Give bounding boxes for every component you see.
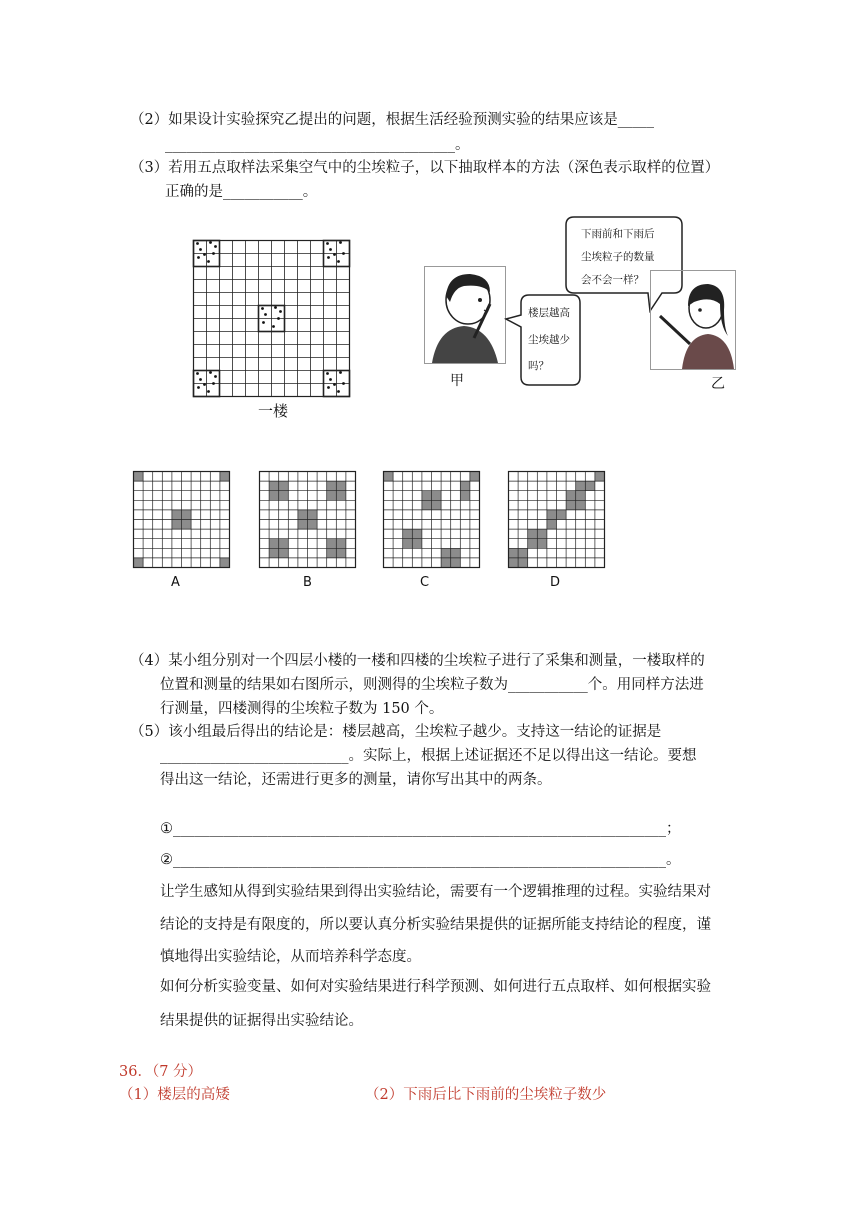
- dust-dot: [212, 252, 215, 255]
- first-floor-sample-grid: [193, 240, 355, 398]
- dust-dot: [207, 260, 210, 263]
- dust-dot: [209, 371, 212, 374]
- shaded-cell: [336, 491, 346, 501]
- shaded-cell: [308, 520, 318, 530]
- q3-line1: （3）若用五点取样法采集空气中的尘埃粒子，以下抽取样本的方法（深色表示取样的位置）: [130, 160, 720, 176]
- dust-dot: [279, 310, 282, 313]
- shaded-cell: [327, 481, 337, 491]
- shaded-cell: [172, 520, 182, 530]
- dust-dot: [272, 325, 275, 328]
- shaded-cell: [269, 491, 279, 501]
- shaded-cell: [279, 539, 289, 549]
- q4-line2: 位置和测量的结果如右图所示，则测得的尘埃粒子数为___________个。用同样方法进: [160, 677, 704, 693]
- shaded-cell: [336, 481, 346, 491]
- dust-dot: [212, 382, 215, 385]
- option-grid-d[interactable]: [508, 471, 605, 568]
- dust-dot: [342, 252, 345, 255]
- dust-dot: [333, 383, 336, 386]
- answer-heading: 36．（7 分）: [119, 1064, 203, 1080]
- option-grid-a[interactable]: [133, 471, 230, 568]
- commentary-p2-line1: 如何分析实验变量、如何对实验结果进行科学预测、如何进行五点取样、如何根据实验: [160, 979, 711, 995]
- boy-jia-illustration: [424, 266, 506, 364]
- q2-line1: （2）如果设计实验探究乙提出的问题，根据生活经验预测实验的结果应该是_____: [130, 112, 654, 128]
- q3-line2: 正确的是___________。: [165, 184, 318, 200]
- shaded-cell: [566, 500, 576, 510]
- shaded-cell: [460, 481, 470, 491]
- shaded-cell: [432, 491, 442, 501]
- dust-dot: [339, 371, 342, 374]
- shaded-cell: [220, 558, 230, 568]
- shaded-cell: [451, 548, 461, 558]
- shaded-cell: [576, 500, 586, 510]
- shaded-cell: [134, 558, 144, 568]
- shaded-cell: [460, 491, 470, 501]
- dust-dot: [209, 241, 212, 244]
- dust-dot: [199, 248, 202, 251]
- shaded-cell: [298, 520, 308, 530]
- dust-dot: [199, 378, 202, 381]
- dust-dot: [339, 241, 342, 244]
- shaded-cell: [451, 558, 461, 568]
- option-label-a: A: [171, 575, 180, 590]
- commentary-p2-line2: 结果提供的证据得出实验结论。: [160, 1013, 363, 1029]
- shaded-cell: [441, 548, 451, 558]
- dust-dot: [326, 372, 329, 375]
- jia-speech-1: 楼层越高: [528, 307, 570, 319]
- shaded-cell: [547, 510, 557, 520]
- girl-yi-illustration: [650, 270, 736, 370]
- q4-line1: （4）某小组分别对一个四层小楼的一楼和四楼的尘埃粒子进行了采集和测量，一楼取样的: [130, 653, 705, 669]
- shaded-cell: [576, 481, 586, 491]
- shaded-cell: [403, 529, 413, 539]
- jia-speech-2: 尘埃越少: [528, 334, 570, 346]
- dust-dot: [327, 386, 330, 389]
- yi-speech-1: 下雨前和下雨后: [581, 228, 655, 240]
- dust-dot: [196, 242, 199, 245]
- shaded-cell: [528, 529, 538, 539]
- option-grid-b[interactable]: [259, 471, 356, 568]
- dust-dot: [196, 372, 199, 375]
- dust-dot: [329, 248, 332, 251]
- shaded-cell: [441, 558, 451, 568]
- commentary-p1-line1: 让学生感知从得到实验结果到得出实验结论，需要有一个逻辑推理的过程。实验结果对: [160, 884, 711, 900]
- commentary-p1-line2: 结论的支持是有限度的，所以要认真分析实验结果提供的证据所能支持结论的程度，谨: [160, 917, 711, 933]
- dust-dot: [337, 390, 340, 393]
- shaded-cell: [384, 472, 394, 482]
- shaded-cell: [422, 500, 432, 510]
- shaded-cell: [279, 491, 289, 501]
- q5-line3: 得出这一结论，还需进行更多的测量，请你写出其中的两条。: [160, 772, 552, 788]
- shaded-cell: [537, 529, 547, 539]
- shaded-cell: [528, 539, 538, 549]
- shaded-cell: [327, 548, 337, 558]
- dust-dot: [329, 378, 332, 381]
- shaded-cell: [432, 500, 442, 510]
- shaded-cell: [557, 510, 567, 520]
- dust-dot: [262, 321, 265, 324]
- shaded-cell: [422, 491, 432, 501]
- dust-dot: [327, 256, 330, 259]
- dust-dot: [214, 375, 217, 378]
- dust-dot: [203, 253, 206, 256]
- dust-dot: [203, 383, 206, 386]
- shaded-cell: [412, 529, 422, 539]
- dust-dot: [197, 386, 200, 389]
- shaded-cell: [279, 548, 289, 558]
- dust-dot: [261, 307, 264, 310]
- shaded-cell: [279, 481, 289, 491]
- shaded-cell: [537, 539, 547, 549]
- shaded-cell: [566, 491, 576, 501]
- shaded-cell: [595, 472, 605, 482]
- shaded-cell: [172, 510, 182, 520]
- option-label-c: C: [420, 575, 430, 590]
- dust-dot: [274, 306, 277, 309]
- option-grid-c[interactable]: [383, 471, 480, 568]
- shaded-cell: [576, 491, 586, 501]
- q5-blank-1[interactable]: ①____________________________________________________________________；: [160, 821, 681, 837]
- dust-dot: [326, 242, 329, 245]
- dust-dot: [197, 256, 200, 259]
- shaded-cell: [509, 548, 519, 558]
- dust-dot: [264, 313, 267, 316]
- shaded-cell: [308, 510, 318, 520]
- shaded-cell: [403, 539, 413, 549]
- commentary-p1-line3: 慎地得出实验结论，从而培养科学态度。: [160, 949, 421, 965]
- yi-speech-3: 会不会一样？: [581, 274, 644, 286]
- q4-line3: 行测量，四楼测得的尘埃粒子数为 150 个。: [160, 701, 444, 717]
- answer-1: （1）楼层的高矮: [119, 1087, 230, 1103]
- dust-dot: [342, 382, 345, 385]
- shaded-cell: [547, 520, 557, 530]
- shaded-cell: [220, 472, 230, 482]
- dust-dot: [277, 317, 280, 320]
- shaded-cell: [336, 539, 346, 549]
- shaded-cell: [518, 548, 528, 558]
- q5-line2: __________________________。实际上，根据上述证据还不足以得出这一结论。要想: [160, 748, 697, 764]
- option-label-b: B: [303, 575, 312, 590]
- dust-dot: [214, 245, 217, 248]
- shaded-cell: [509, 558, 519, 568]
- shaded-cell: [470, 472, 480, 482]
- dust-dot: [207, 390, 210, 393]
- q5-blank-2[interactable]: ②____________________________________________________________________。: [160, 852, 681, 868]
- shaded-cell: [412, 539, 422, 549]
- option-label-d: D: [550, 575, 561, 590]
- q5-line1: （5）该小组最后得出的结论是：楼层越高，尘埃粒子越少。支持这一结论的证据是: [130, 724, 662, 740]
- yi-label: 乙: [711, 376, 725, 392]
- shaded-cell: [518, 558, 528, 568]
- jia-label: 甲: [450, 373, 464, 389]
- shaded-cell: [269, 481, 279, 491]
- shaded-cell: [269, 548, 279, 558]
- shaded-cell: [269, 539, 279, 549]
- shaded-cell: [298, 510, 308, 520]
- shaded-cell: [327, 539, 337, 549]
- dust-dot: [333, 253, 336, 256]
- shaded-cell: [327, 491, 337, 501]
- grid-caption: 一楼: [258, 402, 289, 420]
- shaded-cell: [134, 472, 144, 482]
- dust-dot: [337, 260, 340, 263]
- shaded-cell: [336, 548, 346, 558]
- shaded-cell: [182, 520, 192, 530]
- shaded-cell: [585, 481, 595, 491]
- yi-speech-2: 尘埃粒子的数量: [581, 251, 655, 263]
- shaded-cell: [182, 510, 192, 520]
- answer-2: （2）下雨后比下雨前的尘埃粒子数少: [365, 1087, 607, 1103]
- q2-line2: ________________________________________。: [165, 137, 470, 153]
- jia-speech-3: 吗？: [528, 360, 549, 372]
